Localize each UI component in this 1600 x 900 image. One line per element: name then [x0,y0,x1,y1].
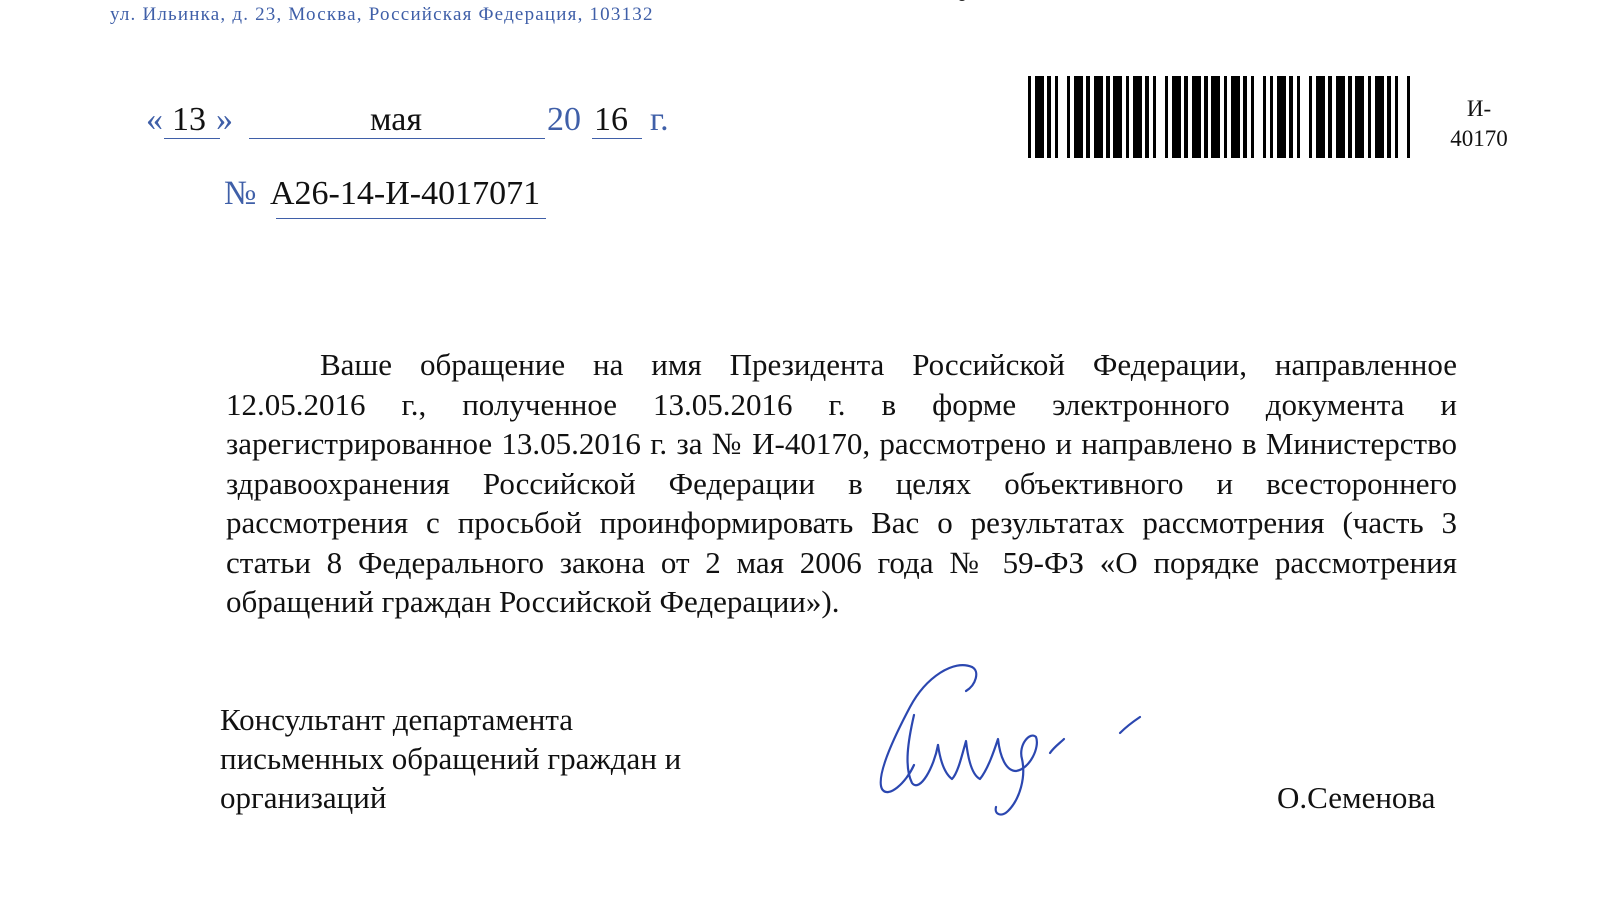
date-close-quote: » [216,101,233,138]
date-day: 13 [172,101,206,138]
letterhead-cutoff-mark [935,0,969,4]
handwritten-signature [868,655,1158,825]
document-number-underline [276,218,546,219]
signer-title-line1: Консультант департамента [220,702,574,737]
date-year-underline [592,138,642,139]
document-number: А26-14-И-4017071 [270,175,541,212]
date-year-abbr: г. [650,101,669,138]
barcode-label-line2: 40170 [1450,126,1508,151]
barcode-label [1432,94,1526,154]
signer-name: О.Семенова [1277,780,1436,815]
barcode-label-line1: И- [1466,96,1492,121]
date-month: мая [370,101,423,138]
letterhead-address: ул. Ильинка, д. 23, Москва, Российская Федерация, 103132 [110,4,654,25]
date-month-underline [249,138,545,139]
date-year-prefix: 20 [547,101,581,138]
signer-title [220,700,780,817]
date-day-underline [164,138,220,139]
date-year-suffix: 16 [594,101,628,138]
signer-title-line2: письменных обращений граждан и [220,741,682,776]
barcode [1028,76,1412,158]
document-number-sign: № [224,175,257,212]
date-open-quote: « [146,101,163,138]
letter-body: Ваше обращение на имя Президента Российской Федерации, направленное 12.05.2016 г., полученное 13.05.2016 г. в форме электронного документа и зарегистрированное 13.05.2016 г. за № И-40170, рассмотрено и направлено в Министерство здравоохранения Российской Федерации в целях объективного и всестороннего рассмотрения с просьбой проинформировать Вас о результатах рассмотрения (часть 3 статьи 8 Федерального закона от 2 мая 2006 года № 59-ФЗ «О порядке рассмотрения обращений граждан Российской Федерации»). [226,347,1457,619]
signer-title-line3: организаций [220,780,387,815]
